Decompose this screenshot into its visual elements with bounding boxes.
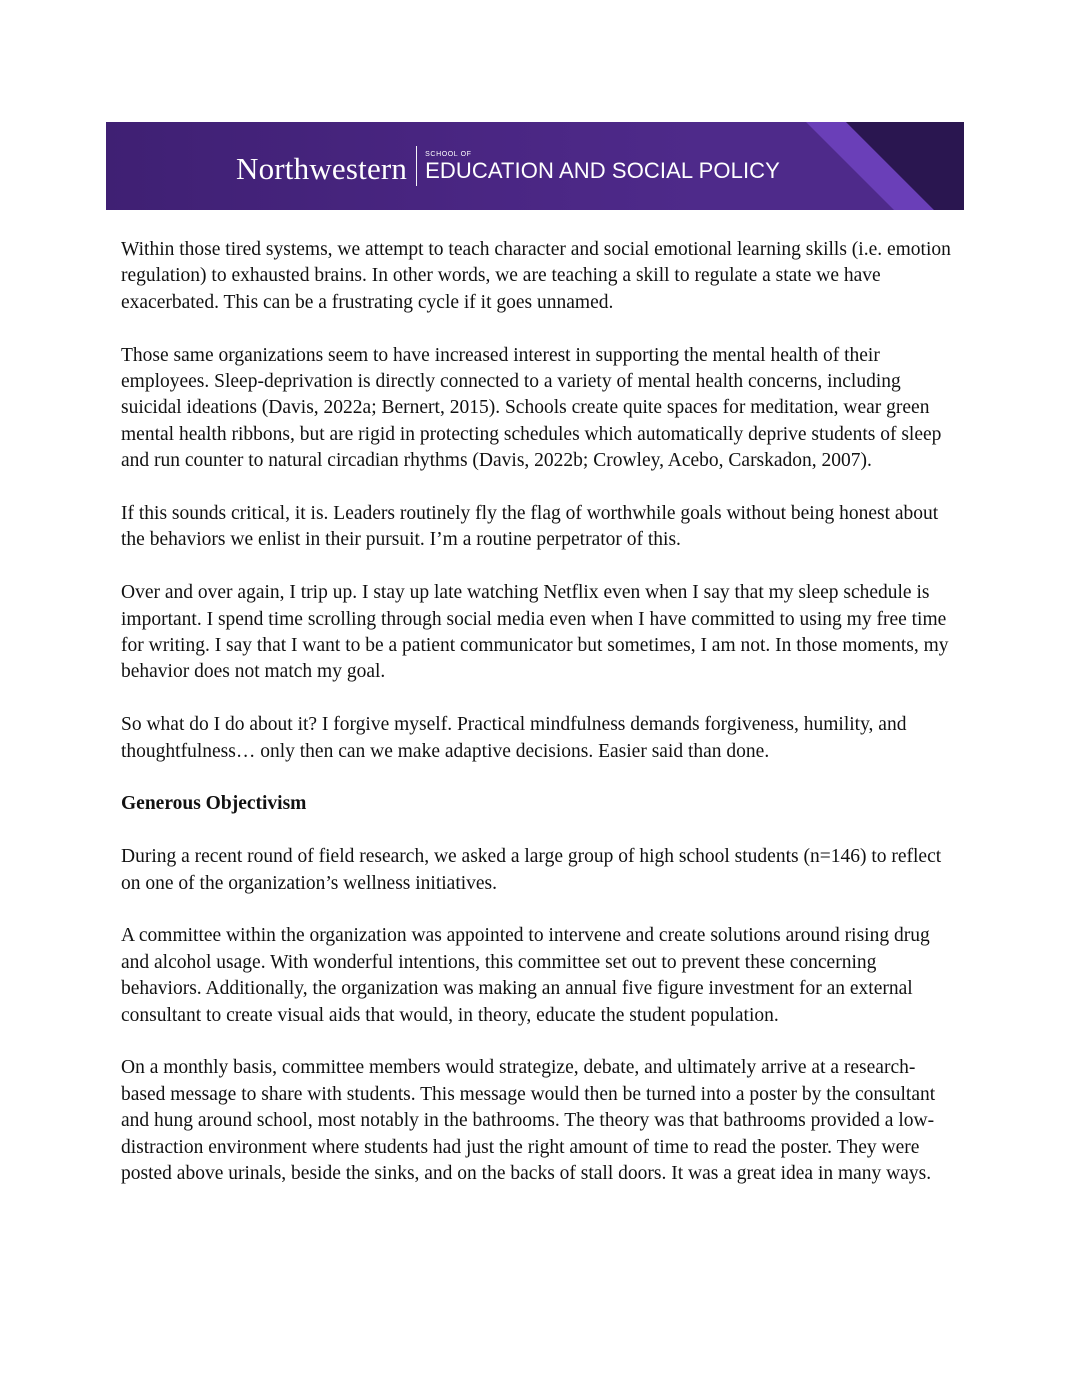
paragraph-critical: If this sounds critical, it is. Leaders routinely fly the flag of worthwhile goals without being honest about the behaviors we enlist in their pursuit. I’m a routine perpetrator of this. xyxy=(121,503,939,551)
paragraph-monthly-posters: On a monthly basis, committee members would strategize, debate, and ultimately arrive at a research-based message to share with students. This message would then be turned into a poster by the consultant and hung around school, most notably in the bathrooms. The theory was that bathrooms provided a low-distraction environment where students had just the right amount of time to read the poster. They were posted above urinals, beside the sinks, and on the backs of stall doors. It was a great idea in many ways. xyxy=(121,1057,936,1185)
section-heading: Generous Objectivism xyxy=(121,793,307,815)
paragraph-forgive: So what do I do about it? I forgive myself. Practical mindfulness demands forgiveness, humility, and thoughtfulness… only then can we make adaptive decisions. Easier said than done. xyxy=(121,714,907,762)
banner-accent-shape xyxy=(806,122,964,210)
paragraph-committee: A committee within the organization was appointed to intervene and create solutions around rising drug and alcohol usage. With wonderful intentions, this committee set out to prevent these concerning behaviors. Additionally, the organization was making an annual five figure investment for an external consultant to create visual aids that would, in theory, educate the student population. xyxy=(121,925,930,1026)
logo-divider xyxy=(416,146,417,186)
logo-school-of: SCHOOL OF xyxy=(425,150,472,158)
logo-school-block xyxy=(425,151,780,182)
paragraph-tired-systems: Within those tired systems, we attempt to teach character and social emotional learning skills (i.e. emotion regulation) to exhausted brains. In other words, we are teaching a skill to regulate a state we have exacerbated. This can be a frustrating cycle if it goes unnamed. xyxy=(121,239,951,313)
logo-school-name: EDUCATION AND SOCIAL POLICY xyxy=(425,157,780,183)
document-body xyxy=(121,237,953,1214)
school-logo xyxy=(236,122,780,210)
paragraph-field-research: During a recent round of field research, we asked a large group of high school students (n=146) to reflect on one of the organization’s wellness initiatives. xyxy=(121,846,942,894)
header-banner xyxy=(106,122,964,210)
paragraph-mental-health: Those same organizations seem to have increased interest in supporting the mental health of their employees. Sleep-deprivation is directly connected to a variety of mental health concerns, including suicidal ideations (Davis, 2022a; Bernert, 2015). Schools create quite spaces for meditation, wear green mental health ribbons, but are rigid in protecting schedules which automatically deprive students of sleep and run counter to natural circadian rhythms (Davis, 2022b; Crowley, Acebo, Carskadon, 2007). xyxy=(121,344,942,472)
paragraph-trip-up: Over and over again, I trip up. I stay up late watching Netflix even when I say that my sleep schedule is important. I spend time scrolling through social media even when I have committed to using my free time for writing. I say that I want to be a patient communicator but sometimes, I am not. In those moments, my behavior does not match my goal. xyxy=(121,582,949,683)
logo-wordmark: Northwestern xyxy=(236,150,408,186)
